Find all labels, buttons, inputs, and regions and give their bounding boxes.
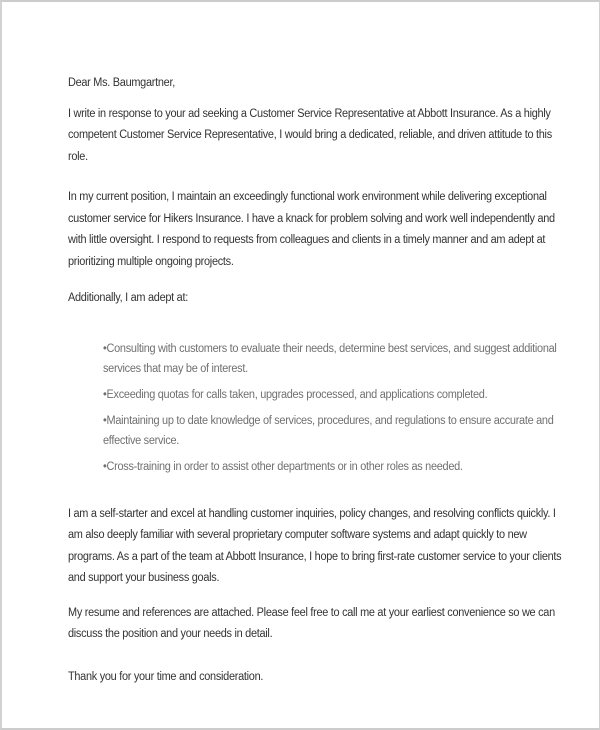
paragraph-line: competent Customer Service Representative, I would bring a dedicated, reliable, and driven attitude to this bbox=[68, 129, 552, 141]
list-intro: Additionally, I am adept at: bbox=[68, 292, 188, 304]
bullet-line: •Cross-training in order to assist other departments or in other roles as needed. bbox=[103, 460, 463, 473]
paragraph-line: with little oversight. I respond to requests from colleagues and clients in a timely manner and am adept at bbox=[68, 234, 546, 246]
paragraph-line: role. bbox=[68, 150, 88, 163]
paragraph-intro bbox=[68, 104, 587, 169]
paragraph-line: customer service for Hikers Insurance. I have a knack for problem solving and work well independently and bbox=[68, 212, 555, 225]
paragraph-line: I write in response to your ad seeking a Customer Service Representative at Abbott Insurance. As a highly bbox=[68, 107, 551, 120]
bullet-list bbox=[68, 339, 587, 477]
bullet-line: •Exceeding quotas for calls taken, upgrades processed, and applications completed. bbox=[103, 388, 488, 401]
paragraph-line: My resume and references are attached. Please feel free to call me at your earliest convenience so we can bbox=[68, 606, 555, 619]
bullet-line: services that may be of interest. bbox=[103, 362, 248, 375]
paragraph-line: am also deeply familiar with several proprietary computer software systems and adapt quickly to new bbox=[68, 529, 527, 541]
bullet-line: •Maintaining up to date knowledge of services, procedures, and regulations to ensure accurate and bbox=[103, 414, 554, 427]
paragraph-line: I am a self-starter and excel at handling customer inquiries, policy changes, and resolving conflicts quickly. I bbox=[68, 507, 556, 520]
salutation: Dear Ms. Baumgartner, bbox=[68, 77, 175, 89]
bullet-item bbox=[103, 411, 587, 451]
list-intro-block bbox=[68, 288, 587, 310]
paragraph-line: programs. As a part of the team at Abbott Insurance, I hope to bring first-rate customer service to your clients bbox=[68, 550, 562, 563]
salutation-block bbox=[68, 73, 587, 95]
bullet-item bbox=[103, 385, 587, 405]
bullet-item bbox=[103, 457, 587, 477]
paragraph-current-position bbox=[68, 187, 587, 273]
paragraph-line: prioritizing multiple ongoing projects. bbox=[68, 255, 234, 268]
paragraph-self-starter bbox=[68, 504, 587, 590]
paragraph-resume-attached bbox=[68, 603, 587, 646]
paragraph-line: discuss the position and your needs in detail. bbox=[68, 628, 273, 640]
closing-line: Thank you for your time and consideration. bbox=[68, 670, 264, 683]
paragraph-line: In my current position, I maintain an exceedingly functional work environment while delivering exceptional bbox=[68, 191, 547, 203]
letter-body bbox=[68, 73, 587, 688]
bullet-line: effective service. bbox=[103, 434, 180, 447]
closing-block bbox=[68, 667, 587, 689]
bullet-line: •Consulting with customers to evaluate their needs, determine best services, and suggest additional bbox=[103, 342, 557, 355]
paragraph-line: and support your business goals. bbox=[68, 572, 220, 584]
bullet-item bbox=[103, 339, 587, 379]
